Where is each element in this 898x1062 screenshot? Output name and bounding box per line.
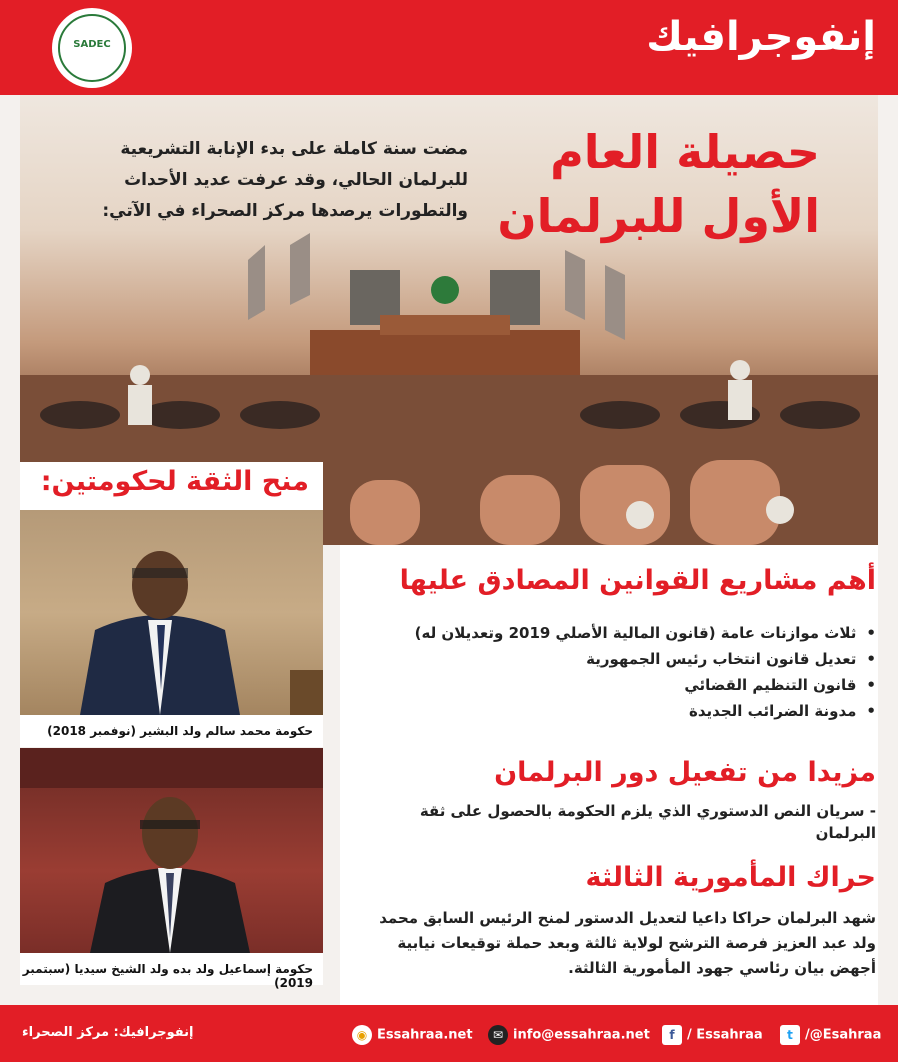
third-term-section-title: حراك المأمورية الثالثة [585,862,876,893]
footer-email[interactable]: ✉ info@essahraa.net [488,1025,650,1045]
globe-icon: ◉ [352,1025,372,1045]
footer-website[interactable]: ◉ Essahraa.net [352,1025,473,1045]
role-section-text: - سريان النص الدستوري الذي يلزم الحكومة بالحصول على ثقة البرلمان [419,802,876,842]
hero-title [497,120,820,248]
hero-title-line2: الأول للبرلمان [497,189,820,243]
pm-bechir-caption: حكومة محمد سالم ولد البشير (نوفمبر 2018) [20,715,323,747]
footer-twitter[interactable]: t /@Esahraa [780,1025,881,1045]
laws-list [376,620,876,724]
pm-bechir-figure [20,510,323,715]
third-term-section-text: شهد البرلمان حراكا داعيا لتعديل الدستور لمنح الرئيس السابق محمد ولد عبد العزيز فرصة الترشح لولاية ثالثة وبعد حملة توقيعات نيابية أجهض بيان رئاسي جهود المأمورية الثالثة. [379,909,876,977]
trust-title-bar [20,462,323,510]
pm-sidiya-figure [20,748,323,953]
pm-sidiya-photo [20,748,323,953]
hero-intro: مضت سنة كاملة على بدء الإنابة التشريعية للبرلمان الحالي، وقد عرفت عديد الأحداث والتطورات يرصدها مركز الصحراء في الآتي: [102,139,468,221]
laws-section-title: أهم مشاريع القوانين المصادق عليها [399,565,876,596]
mail-icon: ✉ [488,1025,508,1045]
hero-title-line1: حصيلة العام [550,125,820,179]
role-section-title: مزيدا من تفعيل دور البرلمان [494,757,876,788]
list-item: • قانون التنظيم القضائي [376,672,876,698]
facebook-icon: f [662,1025,682,1045]
list-item: • ثلاث موازنات عامة (قانون المالية الأصلي 2019 وتعديلان له) [376,620,876,646]
footer-bar [0,1005,898,1062]
pm-sidiya-caption: حكومة إسماعيل ولد بده ولد الشيخ سيديا (سبتمبر 2019) [20,953,323,985]
header-bar [0,0,898,95]
footer-facebook[interactable]: f / Essahraa [662,1025,763,1045]
list-item: • تعديل قانون انتخاب رئيس الجمهورية [376,646,876,672]
list-item: • مدونة الضرائب الجديدة [376,698,876,724]
footer-credit: إنفوجرافيك: مركز الصحراء [22,1025,194,1040]
pm-bechir-photo [20,510,323,715]
twitter-icon: t [780,1025,800,1045]
header-title: إنفوجرافيك [646,14,876,60]
trust-section-title: منح الثقة لحكومتين: [40,466,309,497]
sadec-logo: SADEC [52,8,132,88]
